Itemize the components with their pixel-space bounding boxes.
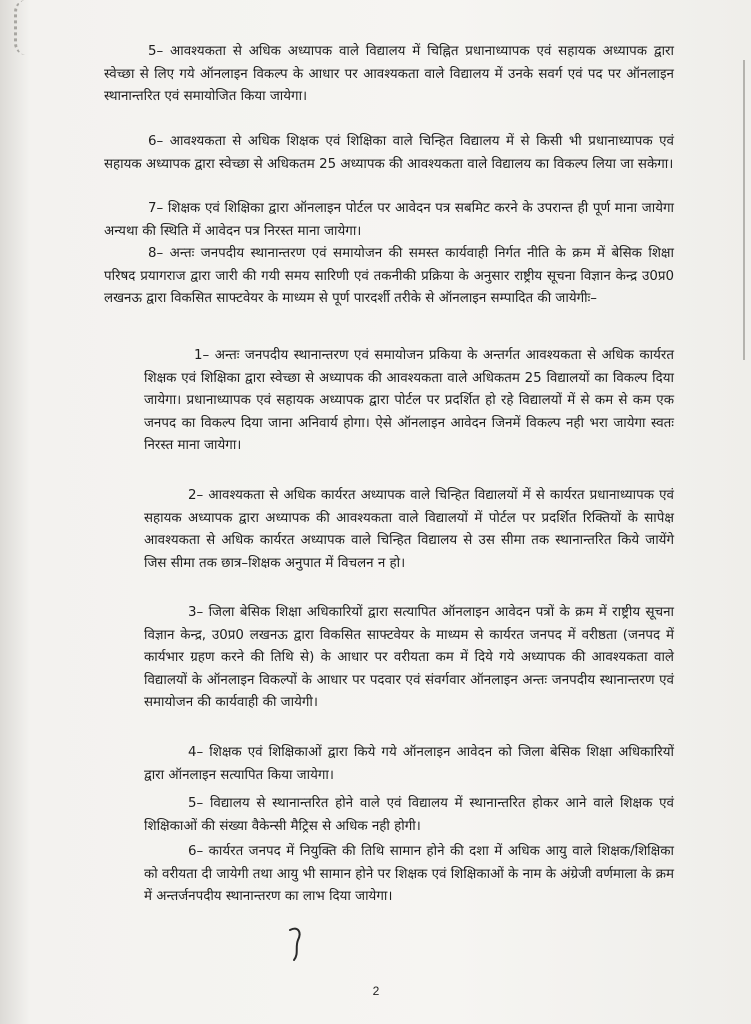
binding-string bbox=[14, 0, 39, 55]
subparagraph-2: 2– आवश्यकता से अधिक कार्यरत अध्यापक वाले चिन्हित विद्यालयों में से कार्यरत प्रधानाध्यापक एवं सहायक अध्यापक द्वारा अध्यापक की आवश्यकता वाले विद्यालयों में पोर्टल पर प्रदर्शित रिक्तियों के सापेक्ष आवश्यकता से अधिक कार्यरत अध्यापक वाले चिन्हित विद्यालय से उस सीमा तक स्थानान्तरित किये जायेंगे जिस सीमा तक छात्र–शिक्षक अनुपात में विचलन न हो। bbox=[144, 488, 674, 571]
page-number: 2 bbox=[372, 984, 380, 998]
subparagraph-1: 1– अन्तः जनपदीय स्थानान्तरण एवं समायोजन प्रकिया के अन्तर्गत आवश्यकता से अधिक कार्यरत शिक्षक एवं शिक्षिका द्वारा स्वेच्छा से अध्यापक की आवश्यकता वाले अधिकतम 25 विद्यालयों का विकल्प दिया जायेगा। प्रधानाध्यापक एवं सहायक अध्यापक द्वारा पोर्टल पर प्रदर्शित हो रहे विद्यालयों में से कम से कम एक जनपद का विकल्प दिया जाना अनिवार्य होगा। ऐसे ऑनलाइन आवेदन जिनमें विकल्प नही भरा जायेगा स्वतः निरस्त माना जायेगा। bbox=[144, 348, 674, 454]
signature-mark bbox=[286, 924, 308, 964]
paragraph-7: 7– शिक्षक एवं शिक्षिका द्वारा ऑनलाइन पोर्टल पर आवेदन पत्र सबमिट करने के उपरान्त ही पूर्ण माना जायेगा अन्यथा की स्थिति में आवेदन पत्र निरस्त माना जायेगा। bbox=[104, 201, 674, 239]
paragraph-6: 6– आवश्यकता से अधिक शिक्षक एवं शिक्षिका वाले चिन्हित विद्यालय में से किसी भी प्रधानाध्यापक एवं सहायक अध्यापक द्वारा स्वेच्छा से अधिकतम 25 अध्यापक की आवश्यकता वाले विद्यालय का विकल्प लिया जा सकेगा। bbox=[104, 134, 674, 172]
paragraph-5: 5– आवश्यकता से अधिक अध्यापक वाले विद्यालय में चिह्नित प्रधानाध्यापक एवं सहायक अध्यापक द्वारा स्वेच्छा से लिए गये ऑनलाइन विकल्प के आधार पर आवश्यकता वाले विद्यालय में उनके सवर्ग एवं पद पर ऑनलाइन स्थानान्तरित एवं समायोजित किया जायेगा। bbox=[104, 44, 674, 105]
subparagraph-6: 6– कार्यरत जनपद में नियुक्ति की तिथि सामान होने की दशा में अधिक आयु वाले शिक्षक/शिक्षिका को वरीयता दी जायेगी तथा आयु भी सामान होने पर शिक्षक एवं शिक्षिकाओं के नाम के अंग्रेजी वर्णमाला के क्रम में अन्तर्जनपदीय स्थानान्तरण का लाभ दिया जायेगा। bbox=[144, 844, 674, 905]
paragraph-8: 8– अन्तः जनपदीय स्थानान्तरण एवं समायोजन की समस्त कार्यवाही निर्गत नीति के क्रम में बेसिक शिक्षा परिषद प्रयागराज द्वारा जारी की गयी समय सारिणी एवं तकनीकी प्रक्रिया के अनुसार राष्ट्रीय सूचना विज्ञान केन्द्र उ0प्र0 लखनऊ द्वारा विकसित साफ्टवेयर के माध्यम से पूर्ण पारदर्शी तरीके से ऑनलाइन सम्पादित की जायेगीः– bbox=[104, 246, 674, 307]
subparagraph-5: 5– विद्यालय से स्थानान्तरित होने वाले एवं विद्यालय में स्थानान्तरित होकर आने वाले शिक्षक एवं शिक्षिकाओं की संख्या वैकेन्सी मैट्रिस से अधिक नही होगी। bbox=[144, 796, 674, 834]
subparagraph-3: 3– जिला बेसिक शिक्षा अधिकारियों द्वारा सत्यापित ऑनलाइन आवेदन पत्रों के क्रम में राष्ट्रीय सूचना विज्ञान केन्द्र, उ0प्र0 लखनऊ द्वारा विकसित साफ्टवेयर के माध्यम से कार्यरत जनपद में वरीष्ठता (जनपद में कार्यभार ग्रहण करने की तिथि से) के आधार पर वरीयता कम में दिये गये अध्यापक की आवश्यकता वाले विद्यालयों के ऑनलाइन विकल्पों के आधार पर पदवार एवं संवर्गवार ऑनलाइन अन्तः जनपदीय स्थानान्तरण एवं समायोजन की कार्यवाही की जायेगी। bbox=[144, 605, 674, 711]
subparagraph-4: 4– शिक्षक एवं शिक्षिकाओं द्वारा किये गये ऑनलाइन आवेदन को जिला बेसिक शिक्षा अधिकारियों द्वारा ऑनलाइन सत्यापित किया जायेगा। bbox=[144, 745, 674, 783]
page-edge-line bbox=[743, 60, 745, 360]
